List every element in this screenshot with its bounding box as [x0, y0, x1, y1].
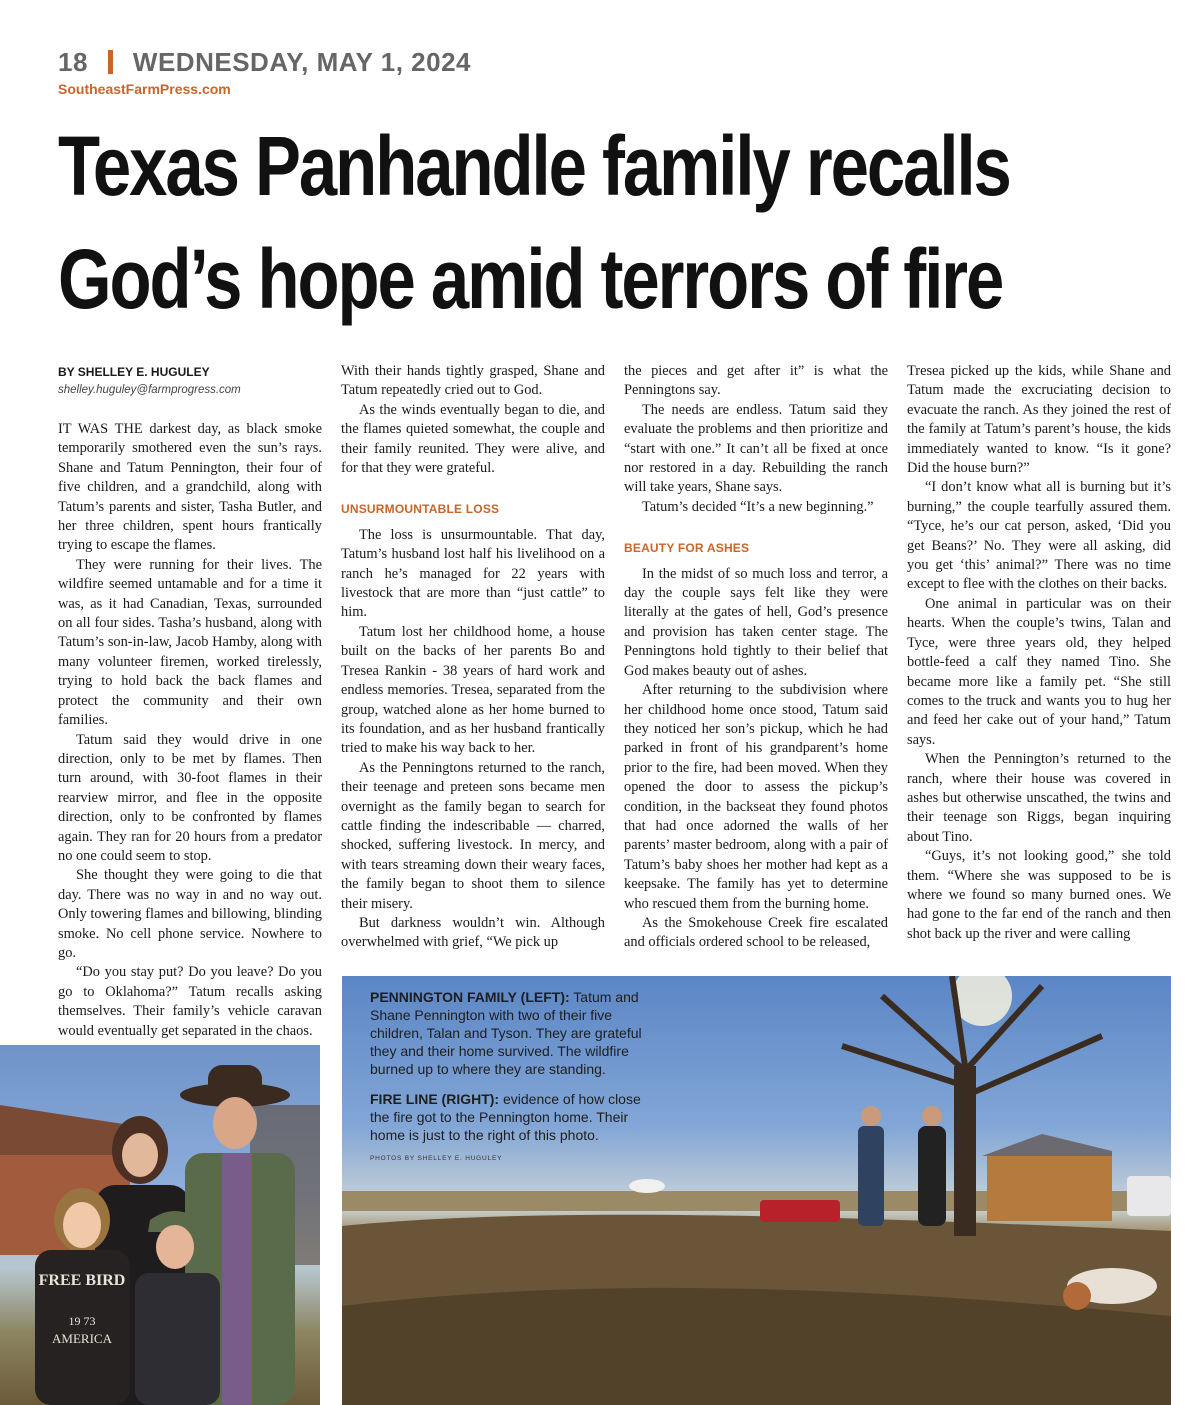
- family-photo-illustration: [0, 1045, 320, 1405]
- woman-face: [122, 1133, 158, 1177]
- caption-right: [370, 1090, 660, 1144]
- paragraph: As the Smokehouse Creek fire escalated and officials ordered school to be released,: [624, 914, 888, 951]
- paragraph: Tatum said they would drive in one direction, only to be met by flames. Then turn around, with 30-foot flames in their rearview mirror, and flee in the opposite direction, only to be confronted by flames again. They ran for 20 hours from a predator no one could seem to stop.: [58, 731, 322, 864]
- caption-right-text: evidence of how close the fire got to the Pennington home. Their home is just to the right of this photo.: [370, 1091, 641, 1143]
- photo-caption: [370, 988, 660, 1168]
- man-shirt: [222, 1153, 252, 1405]
- paragraph: With their hands tightly grasped, Shane and Tatum repeatedly cried out to God.: [341, 363, 605, 399]
- article-column-3: [624, 362, 888, 953]
- shed: [987, 1156, 1112, 1221]
- foreground-ground: [342, 1288, 1171, 1405]
- headline-line-2: God’s hope amid terrors of fire: [58, 232, 1003, 326]
- paragraph: Tatum lost her childhood home, a house built on the backs of her parents Bo and Tresea Rankin - 38 years of hard work and endless memories. Tresea, separated from the group, watched alone as her home burned to its foundation, and as her husband frantically tried to make his way back to her.: [341, 623, 605, 757]
- paragraph: They were running for their lives. The wildfire seemed untamable and for a time it was, as it had Canadian, Texas, surrounded on all four sides. Tasha’s husband, along with Tatum’s son-in-law, Jacob Hamby, along with many volunteer firemen, worked tirelessly, trying to hold back the back flames and protect the community and their own families.: [58, 556, 322, 729]
- dog-head: [1063, 1282, 1091, 1310]
- shirt-text-line2: 19 73: [68, 1314, 96, 1328]
- man-face: [213, 1097, 257, 1149]
- paragraph: “Do you stay put? Do you leave? Do you go to Oklahoma?” Tatum recalls asking themselves. Their family’s vehicle caravan would eventually get separated in the chaos.: [58, 964, 322, 1039]
- paragraph: But darkness wouldn’t win. Although overwhelmed with grief, “We pick up: [341, 914, 605, 951]
- paragraph: Tatum’s decided “It’s a new beginning.”: [642, 498, 874, 515]
- issue-date: WEDNESDAY, MAY 1, 2024: [132, 46, 472, 77]
- man-silhouette: [858, 1126, 884, 1226]
- boy-face: [156, 1225, 194, 1269]
- shirt-text-line1: FREE BIRD: [38, 1272, 126, 1289]
- woman-head: [922, 1106, 942, 1126]
- boy-shirt: [135, 1273, 220, 1405]
- propane-tank: [629, 1179, 665, 1193]
- shirt-text-line3: AMERICA: [52, 1331, 112, 1346]
- caption-left-text: Tatum and Shane Pennington with two of their five children, Talan and Tyson. They are grateful they and their home survived. The wildfire burned up to where they are standing.: [370, 989, 642, 1077]
- woman-silhouette: [918, 1126, 946, 1226]
- girl-face: [63, 1202, 101, 1248]
- folio-divider: [108, 50, 113, 74]
- folio: [58, 44, 471, 80]
- paragraph: One animal in particular was on their hearts. When the couple’s twins, Talan and Tyce, were three years old, they helped bottle-feed a calf they named Tino. She became more like a family pet. “She still comes to the truck and wants you to hug her and feed her cake out of your hand,” Tatum says.: [907, 595, 1171, 748]
- paragraph: When the Pennington’s returned to the ranch, where their house was covered in ashes but otherwise unscathed, the twins and their teenage son Riggs, began inquiring about Tino.: [907, 751, 1171, 845]
- subhead-unsurmountable-loss: UNSURMOUNTABLE LOSS: [341, 502, 500, 517]
- caption-left: [370, 988, 660, 1078]
- paragraph: She thought they were going to die that day. There was no way in and no way out. Only towering flames and billowing, blinding smoke. No cell phone service. Nowhere to go.: [58, 867, 322, 961]
- cowboy-hat-crown: [208, 1065, 262, 1099]
- caption-right-title: FIRE LINE (RIGHT):: [370, 1091, 500, 1107]
- family-photo: [0, 1045, 320, 1405]
- paragraph: the pieces and get after it” is what the Penningtons say.: [624, 363, 888, 399]
- fire-line-photo: [342, 976, 1171, 1405]
- paragraph: Tresea picked up the kids, while Shane and Tatum made the excruciating decision to evacuate the ranch. As they joined the rest of the family at Tatum’s parent’s house, the kids immediately wanted to know. “Is it gone? Did the house burn?”: [907, 363, 1171, 477]
- page-number: 18: [58, 46, 88, 77]
- man-head: [861, 1106, 881, 1126]
- article-column-1: [58, 362, 322, 1041]
- article-column-2: [341, 362, 605, 953]
- red-truck: [760, 1200, 840, 1222]
- paragraph: The loss is unsurmountable. That day, Tatum’s husband lost half his livelihood on a ranch he’s managed for 22 years with livestock that are more than “just cattle” to him.: [341, 526, 605, 621]
- headline: [58, 110, 1010, 336]
- paragraph: “I don’t know what all is burning but it’s burning,” the couple tearfully assured them. “Tyce, he’s our cat person, asked, ‘Did you get Beans?’ No. They were all asking, did you get ‘this’ animal?” There was no time except to flee with the clothes on their backs.: [907, 479, 1171, 593]
- headline-line-1: Texas Panhandle family recalls: [58, 119, 1010, 213]
- paragraph: In the midst of so much loss and terror, a day the couple says felt like they were literally at the gates of hell, God’s presence and provision has taken center stage. The Penningtons hold tightly to their belief that God makes beauty out of ashes.: [624, 565, 888, 679]
- paragraph: As the winds eventually began to die, and the flames quieted somewhat, the couple and their family reunited. They were alive, and for that they were grateful.: [341, 401, 605, 477]
- white-truck: [1127, 1176, 1171, 1216]
- photo-credit: PHOTOS BY SHELLEY E. HUGULEY: [370, 1155, 503, 1162]
- site-link[interactable]: SoutheastFarmPress.com: [58, 81, 231, 97]
- article-column-4: [907, 362, 1171, 944]
- paragraph: IT WAS THE darkest day, as black smoke temporarily smothered even the sun’s rays. Shane and Tatum Pennington, their four of five children, and a grandchild, along with Tatum’s parents and sister, Tasha Butler, and her three children, spent hours frantically trying to escape the flames.: [58, 421, 322, 554]
- shed-roof: [982, 1134, 1112, 1156]
- paragraph: As the Penningtons returned to the ranch, their teenage and preteen sons became men overnight as the family began to search for cattle finding the indescribable — charred, shocked, suffering livestock. In mercy, and with tears streaming down their weary faces, the family began to shoot them to silence their misery.: [341, 759, 605, 912]
- caption-left-title: PENNINGTON FAMILY (LEFT):: [370, 989, 570, 1005]
- subhead-beauty-for-ashes: BEAUTY FOR ASHES: [624, 541, 750, 556]
- paragraph: The needs are endless. Tatum said they evaluate the problems and then prioritize and “start with one.” It can’t all be fixed at once nor restored in a day. Rebuilding the ranch will take years, Shane says.: [624, 401, 888, 496]
- byline: BY SHELLEY E. HUGULEY: [58, 365, 210, 379]
- paragraph: “Guys, it’s not looking good,” she told them. “Where she was supposed to be is where we found so many burned ones. We had gone to the far end of the ranch and then shot back up the river and were calling: [907, 848, 1171, 942]
- author-email[interactable]: shelley.huguley@farmprogress.com: [58, 384, 241, 396]
- paragraph: After returning to the subdivision where her childhood home once stood, Tatum said they noticed her son’s pickup, which he had parked in front of his grandparent’s home prior to the fire, had been moved. When they opened the door to assess the pickup’s condition, in the backseat they found photos that had once adorned the walls of her parents’ master bedroom, along with a pair of Tatum’s baby shoes her mother had kept as a keepsake. The family has yet to determine who rescued them from the burning home.: [624, 682, 888, 912]
